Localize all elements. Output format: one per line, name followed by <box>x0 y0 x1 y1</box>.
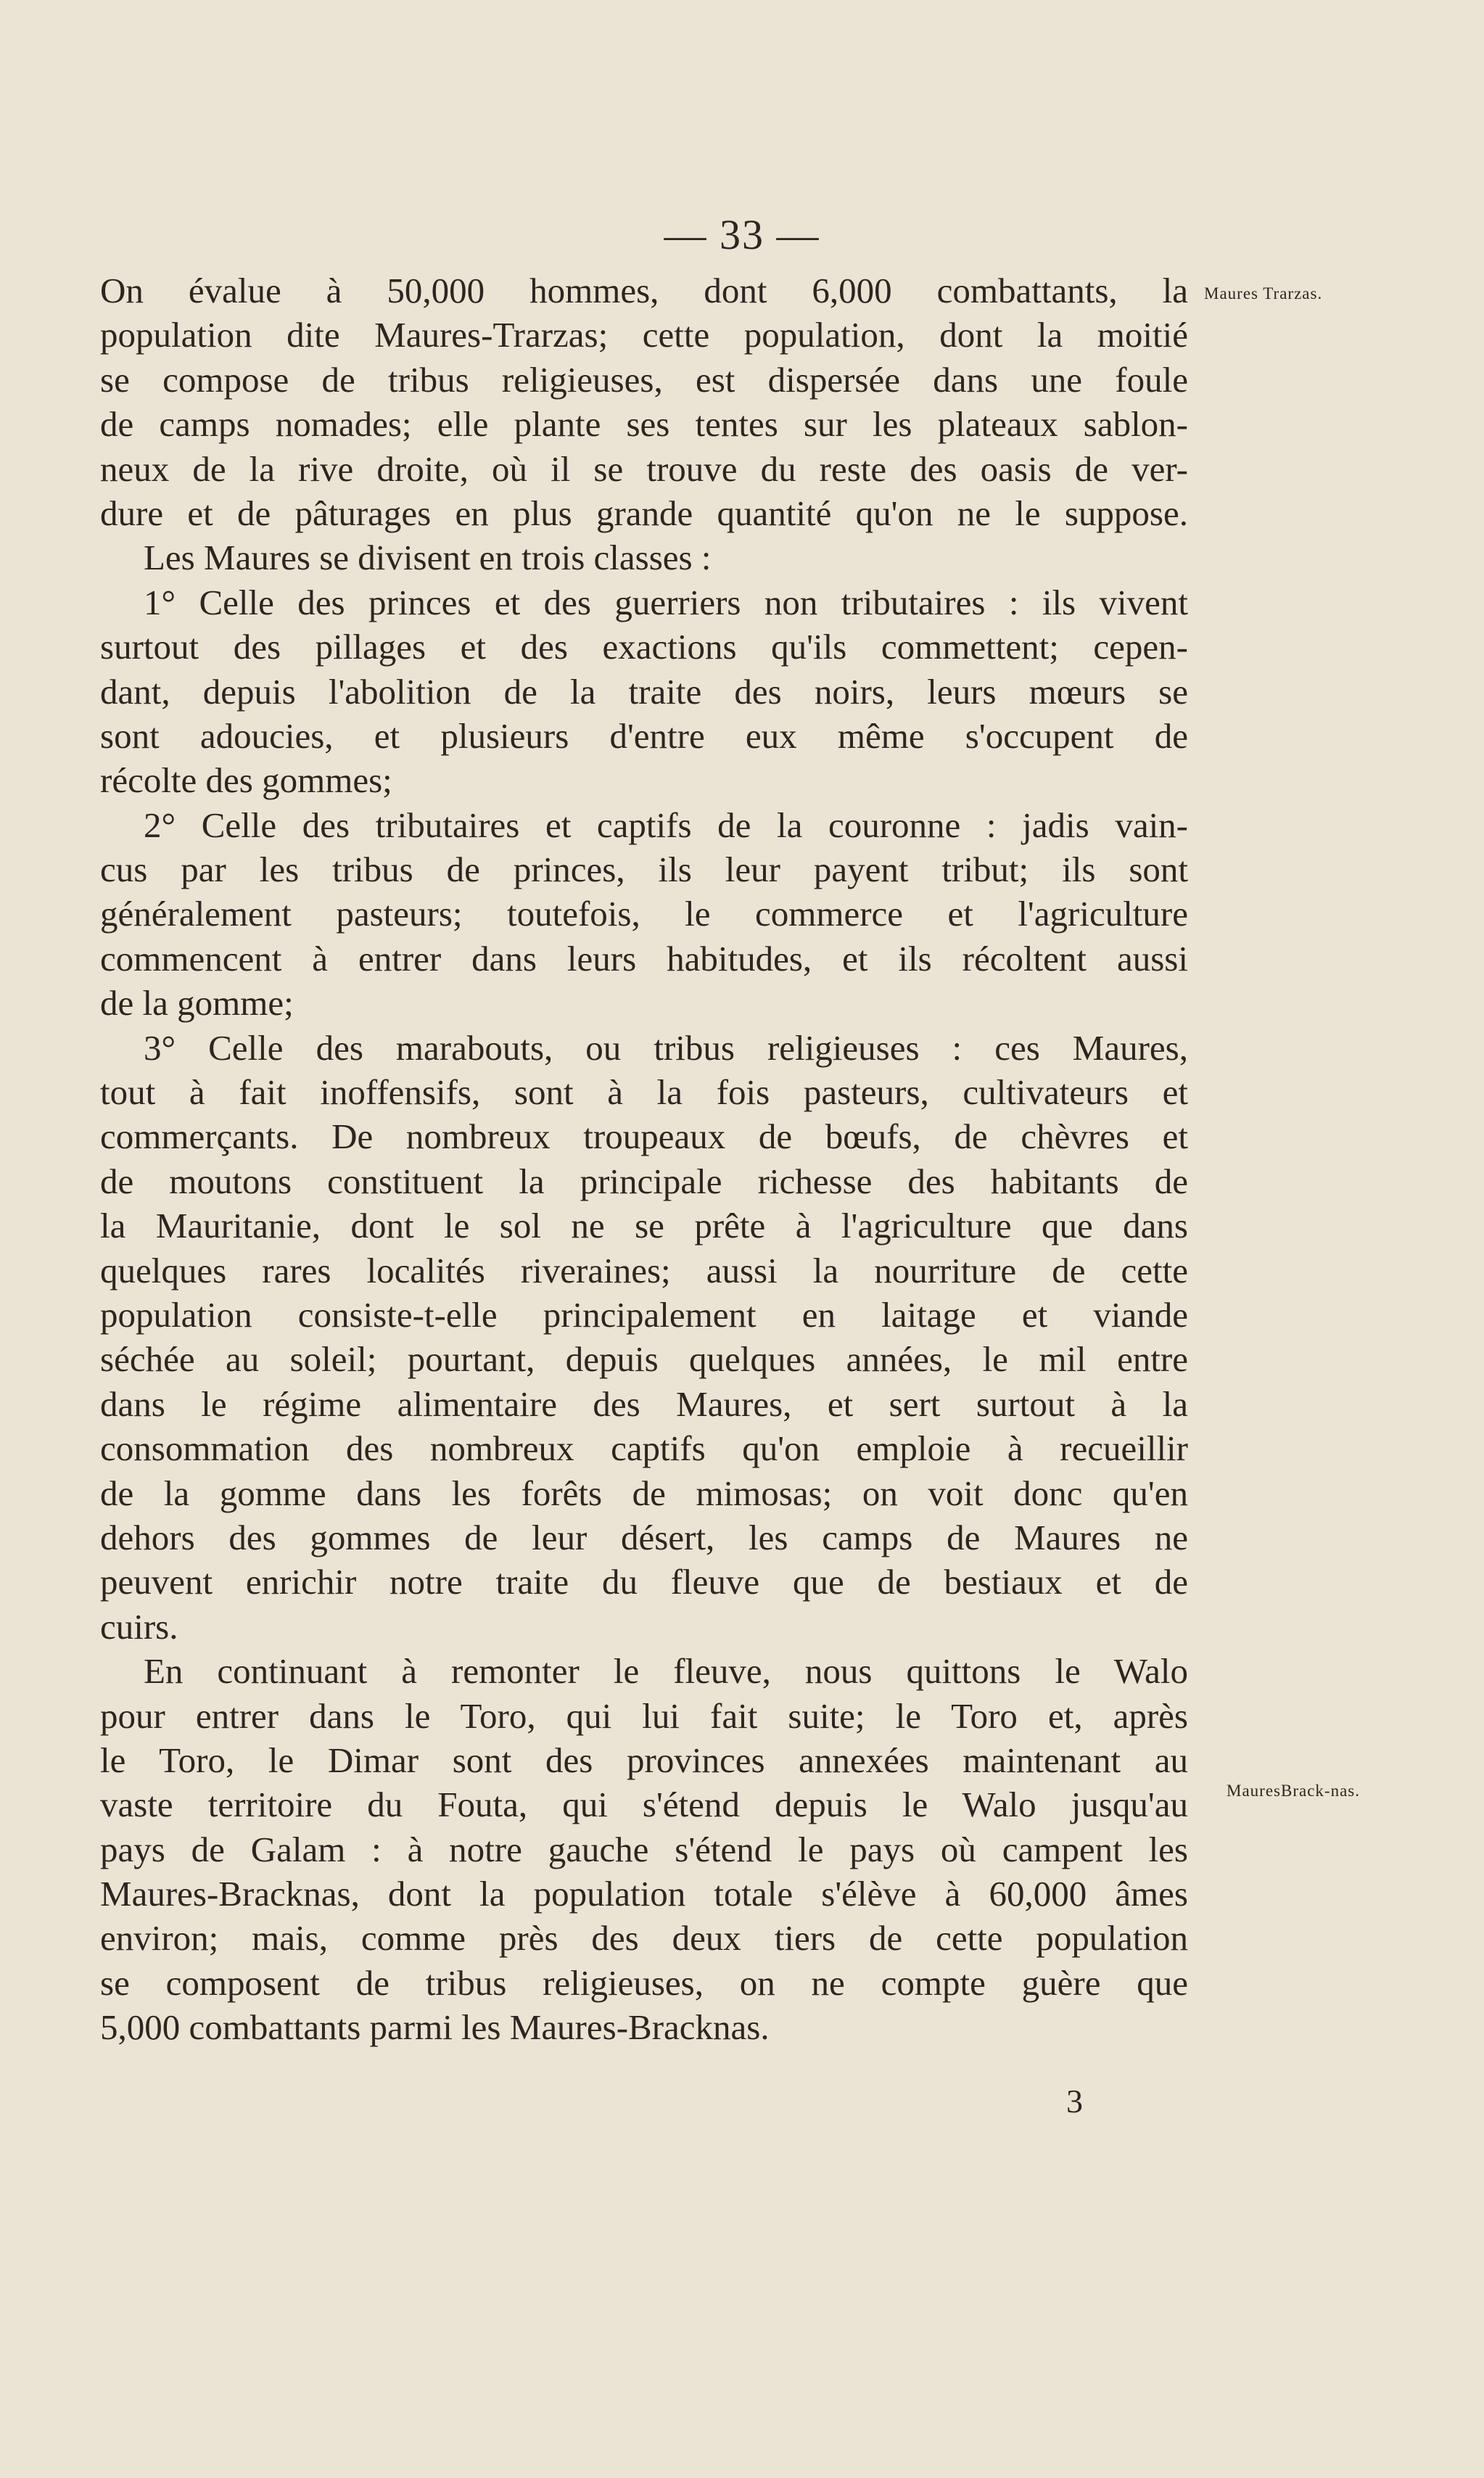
text-line: de la gomme; <box>100 983 294 1024</box>
text-line: 2° Celle des tributaires et captifs de la couronne : jadis vain- <box>144 804 1188 845</box>
text-line: vaste territoire du Fouta, qui s'étend depuis le Walo jusqu'au <box>100 1785 1188 1825</box>
text-line: tout à fait inoffensifs, sont à la fois pasteurs, cultivateurs et <box>100 1072 1188 1113</box>
text-line: de la gomme dans les forêts de mimosas; on voit donc qu'en <box>100 1473 1188 1513</box>
text-line: population consiste-t-elle principalement en laitage et viande <box>100 1294 1188 1335</box>
text-line: le Toro, le Dimar sont des provinces annexées maintenant au <box>100 1740 1188 1780</box>
text-line: généralement pasteurs; toutefois, le commerce et l'agriculture <box>100 894 1188 934</box>
margin-note-maures-bracknas: MauresBrack-nas. <box>1227 1782 1360 1800</box>
text-line: séchée au soleil; pourtant, depuis quelques années, le mil entre <box>100 1339 1188 1380</box>
text-line: dant, depuis l'abolition de la traite des noirs, leurs mœurs se <box>100 671 1188 712</box>
text-line: pour entrer dans le Toro, qui lui fait suite; le Toro et, après <box>100 1695 1188 1736</box>
text-line: En continuant à remonter le fleuve, nous quittons le Walo <box>144 1651 1188 1692</box>
text-line: dans le régime alimentaire des Maures, et sert surtout à la <box>100 1383 1188 1424</box>
text-line: sont adoucies, et plusieurs d'entre eux même s'occupent de <box>100 715 1188 756</box>
text-line: pays de Galam : à notre gauche s'étend le pays où campent les <box>100 1829 1188 1869</box>
text-line: commerçants. De nombreux troupeaux de bœufs, de chèvres et <box>100 1116 1188 1157</box>
text-line: environ; mais, comme près des deux tiers de cette population <box>100 1918 1188 1959</box>
text-line: dure et de pâturages en plus grande quantité qu'on ne le suppose. <box>100 493 1188 533</box>
body-text <box>100 268 1188 2050</box>
text-line: de camps nomades; elle plante ses tentes sur les plateaux sablon- <box>100 404 1188 445</box>
text-line: neux de la rive droite, où il se trouve du reste des oasis de ver- <box>100 448 1188 489</box>
text-line: se composent de tribus religieuses, on ne compte guère que <box>100 1962 1188 2003</box>
text-line: population dite Maures-Trarzas; cette population, dont la moitié <box>100 315 1188 355</box>
text-line: récolte des gommes; <box>100 760 392 801</box>
text-line: 1° Celle des princes et des guerriers non tributaires : ils vivent <box>144 582 1188 622</box>
text-line: cuirs. <box>100 1606 178 1647</box>
page-number: — 33 — <box>664 211 820 258</box>
text-line: de moutons constituent la principale richesse des habitants de <box>100 1161 1188 1201</box>
text-line: Maures-Bracknas, dont la population totale s'élève à 60,000 âmes <box>100 1874 1188 1914</box>
signature-mark: 3 <box>1066 2083 1083 2120</box>
text-line: la Mauritanie, dont le sol ne se prête à l'agriculture que dans <box>100 1206 1188 1246</box>
text-line: consommation des nombreux captifs qu'on emploie à recueillir <box>100 1428 1188 1469</box>
text-line: dehors des gommes de leur désert, les camps de Maures ne <box>100 1517 1188 1557</box>
text-line: On évalue à 50,000 hommes, dont 6,000 combattants, la <box>100 271 1188 310</box>
text-line: surtout des pillages et des exactions qu'ils commettent; cepen- <box>100 627 1188 667</box>
text-line: Les Maures se divisent en trois classes : <box>144 538 712 578</box>
margin-note-maures-trarzas: Maures Trarzas. <box>1204 284 1323 302</box>
text-line: se compose de tribus religieuses, est dispersée dans une foule <box>100 359 1188 400</box>
text-line: 3° Celle des marabouts, ou tribus religieuses : ces Maures, <box>144 1027 1188 1068</box>
text-line: cus par les tribus de princes, ils leur payent tribut; ils sont <box>100 849 1188 890</box>
text-line: 5,000 combattants parmi les Maures-Bracknas. <box>100 2007 770 2048</box>
text-line: peuvent enrichir notre traite du fleuve que de bestiaux et de <box>100 1562 1188 1602</box>
text-line: commencent à entrer dans leurs habitudes, et ils récoltent aussi <box>100 938 1188 979</box>
text-line: quelques rares localités riveraines; aussi la nourriture de cette <box>100 1250 1188 1291</box>
